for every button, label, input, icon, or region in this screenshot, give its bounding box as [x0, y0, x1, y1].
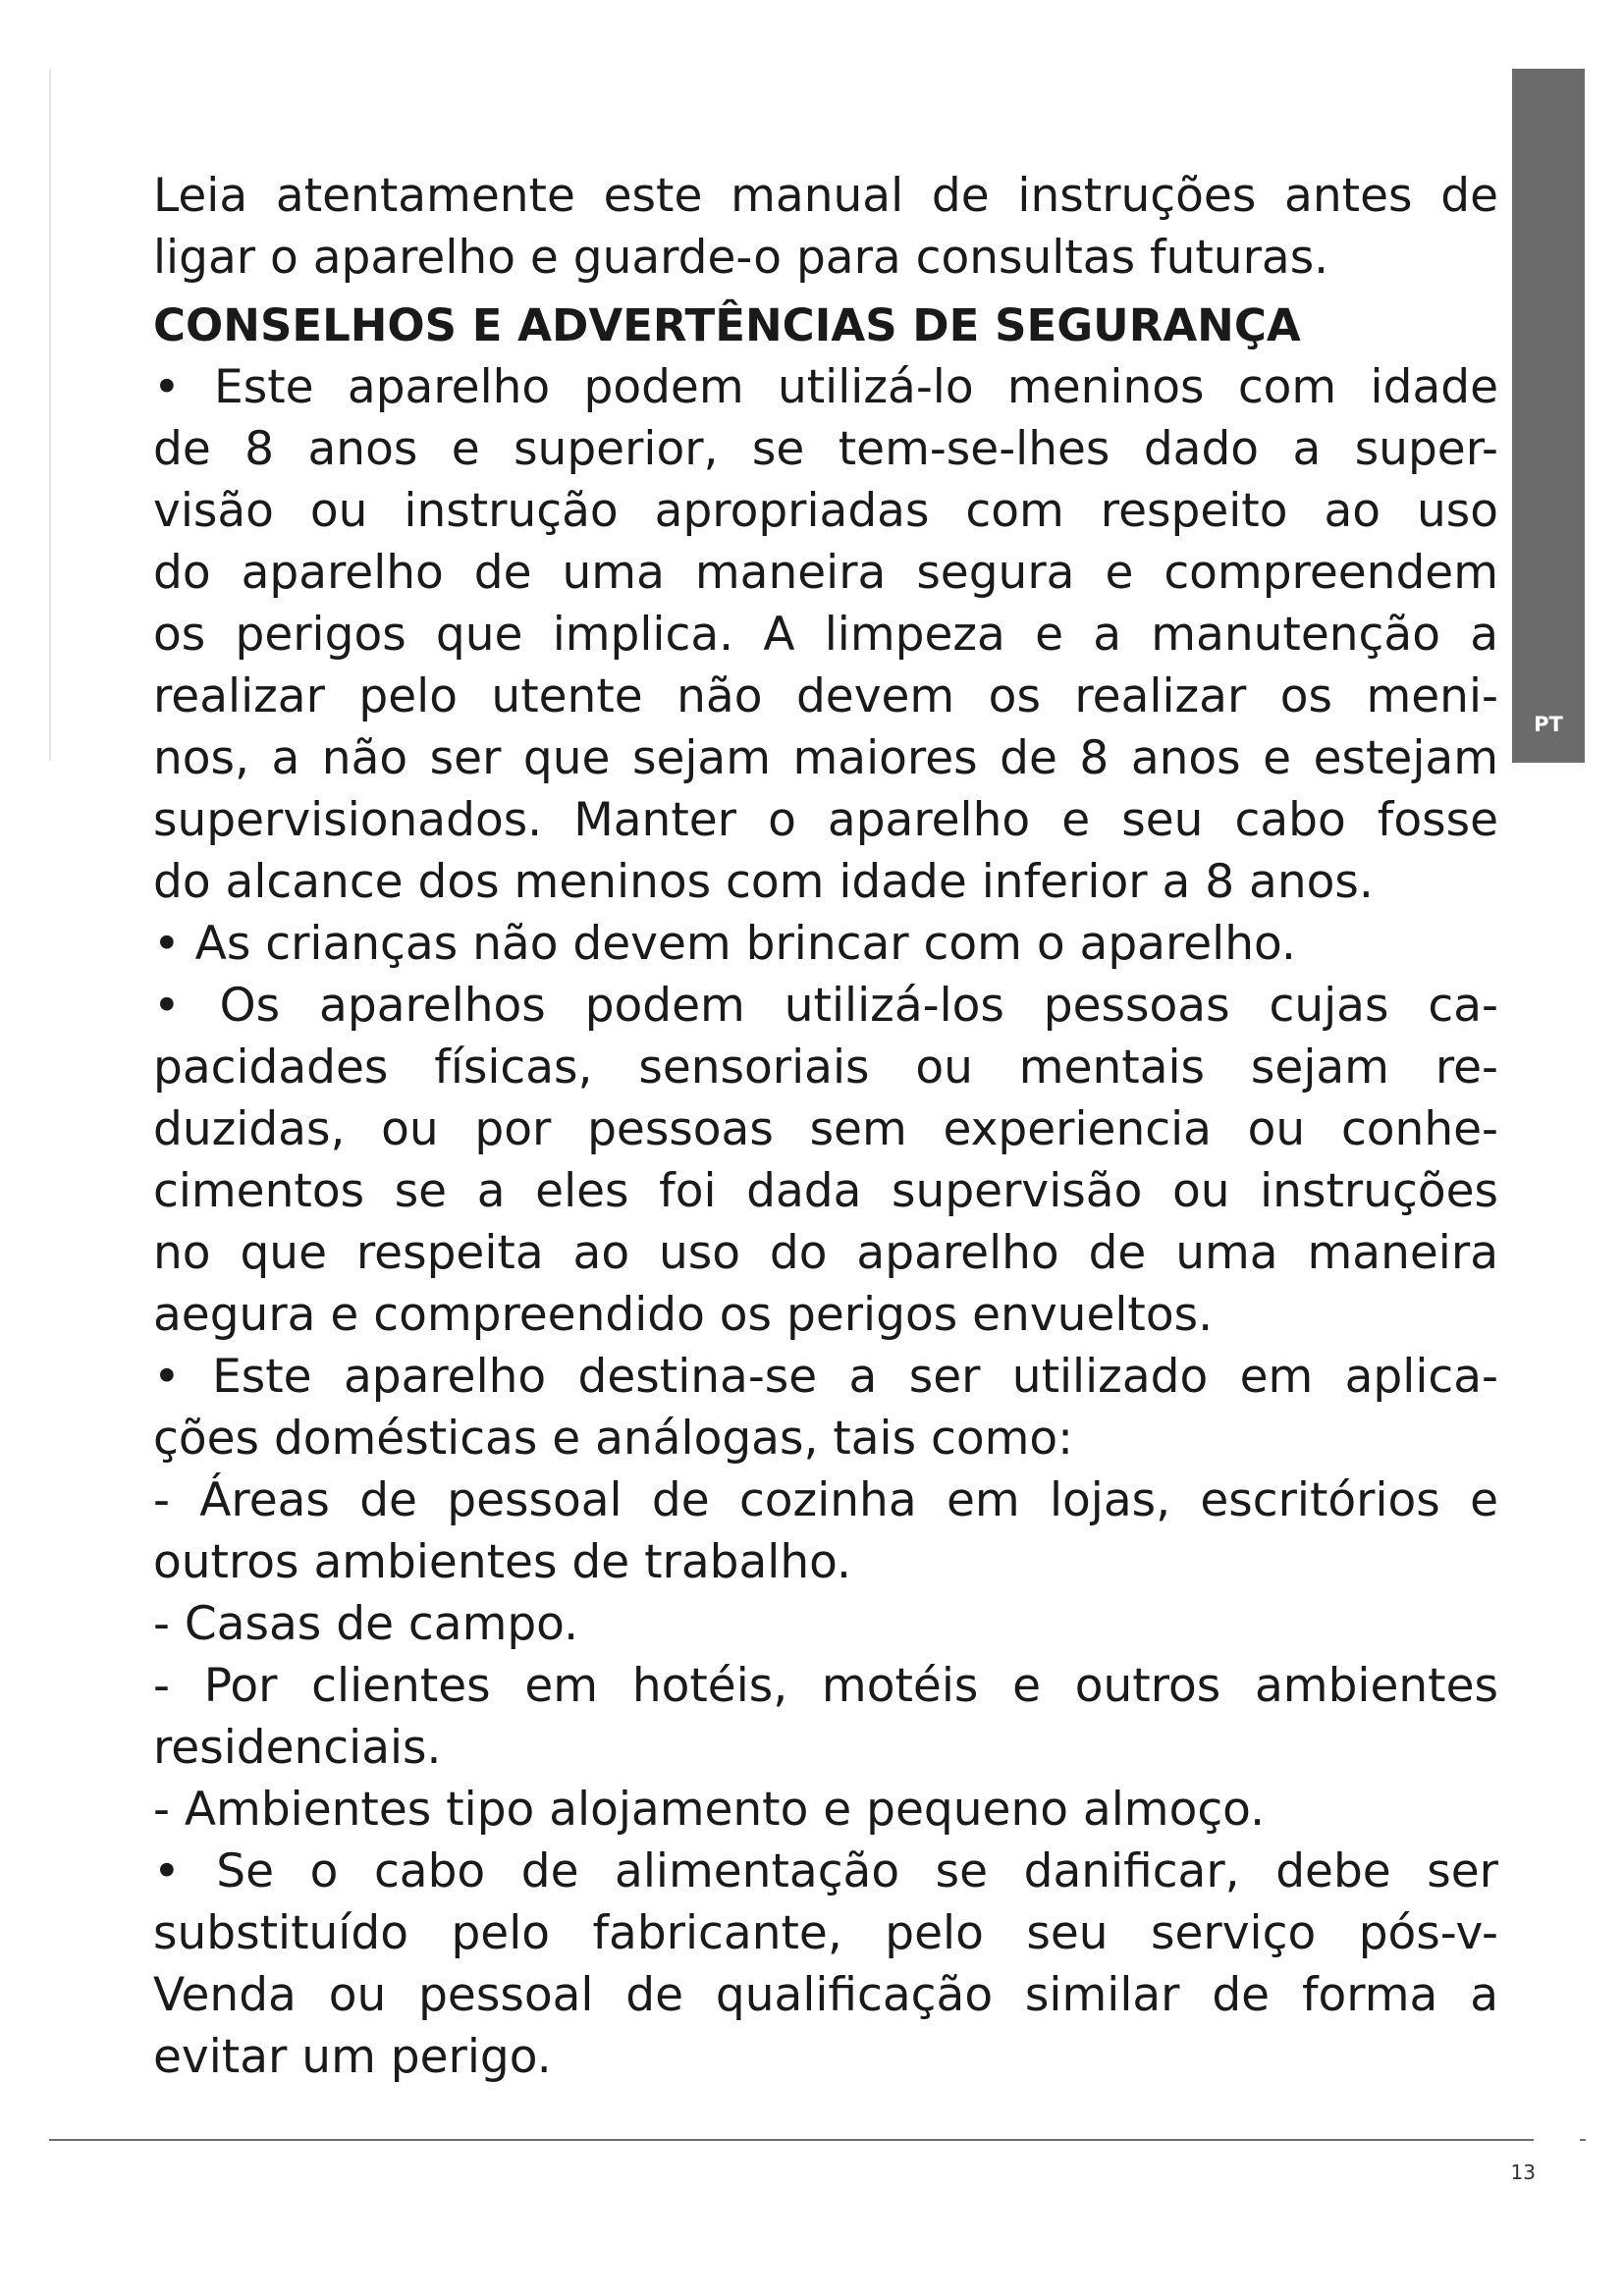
text-line: - Áreas de pessoal de cozinha em lojas, escritórios e — [153, 1473, 1498, 1527]
text-line: - Casas de campo. — [153, 1597, 579, 1651]
section-heading: CONSELHOS E ADVERTÊNCIAS DE SEGURANÇA — [153, 299, 1301, 351]
text-line: evitar um perigo. — [153, 2030, 552, 2084]
text-line: ções domésticas e análogas, tais como: — [153, 1412, 1074, 1466]
text-line: Venda ou pessoal de qualificação similar de forma a — [153, 1968, 1498, 2022]
text-line: duzidas, ou por pessoas sem experiencia ou conhe- — [153, 1102, 1498, 1156]
page-number: 13 — [1510, 2161, 1536, 2184]
text-line: do alcance dos meninos com idade inferior a 8 anos. — [153, 855, 1374, 909]
text-line: nos, a não ser que sejam maiores de 8 anos e estejam — [153, 731, 1498, 785]
left-margin-rule — [49, 69, 51, 761]
footer-rule — [49, 2139, 1534, 2141]
text-line: • Os aparelhos podem utilizá-los pessoas cujas ca- — [153, 979, 1498, 1033]
footer-dash — [1580, 2139, 1586, 2141]
text-line: no que respeita ao uso do aparelho de uma maneira — [153, 1226, 1498, 1280]
text-line: • As crianças não devem brincar com o aparelho. — [153, 917, 1296, 971]
text-line: substituído pelo fabricante, pelo seu serviço pós-v- — [153, 1906, 1498, 1960]
language-tab — [1512, 69, 1585, 763]
intro-line: ligar o aparelho e guarde-o para consultas futuras. — [153, 231, 1329, 285]
text-line: realizar pelo utente não devem os realizar os meni- — [153, 669, 1498, 723]
text-line: • Se o cabo de alimentação se danificar, debe ser — [153, 1844, 1498, 1898]
text-line: os perigos que implica. A limpeza e a manutenção a — [153, 608, 1498, 662]
text-line: - Por clientes em hotéis, motéis e outros ambientes — [153, 1659, 1498, 1713]
text-line: outros ambientes de trabalho. — [153, 1535, 851, 1589]
text-line: aegura e compreendido os perigos envueltos. — [153, 1288, 1214, 1342]
text-line: cimentos se a eles foi dada supervisão ou instruções — [153, 1164, 1498, 1218]
text-line: do aparelho de uma maneira segura e compreendem — [153, 546, 1498, 600]
text-line: - Ambientes tipo alojamento e pequeno almoço. — [153, 1783, 1266, 1837]
text-line: de 8 anos e superior, se tem-se-lhes dado a super- — [153, 422, 1498, 476]
text-line: • Este aparelho destina-se a ser utilizado em aplica- — [153, 1350, 1498, 1404]
language-tab-label: PT — [1534, 713, 1563, 736]
text-line: pacidades físicas, sensoriais ou mentais sejam re- — [153, 1041, 1498, 1095]
text-line: • Este aparelho podem utilizá-lo meninos com idade — [153, 360, 1498, 414]
intro-line: Leia atentamente este manual de instruções antes de — [153, 169, 1498, 223]
text-line: residenciais. — [153, 1721, 442, 1775]
text-line: supervisionados. Manter o aparelho e seu cabo fosse — [153, 793, 1498, 847]
text-line: visão ou instrução apropriadas com respeito ao uso — [153, 484, 1498, 538]
